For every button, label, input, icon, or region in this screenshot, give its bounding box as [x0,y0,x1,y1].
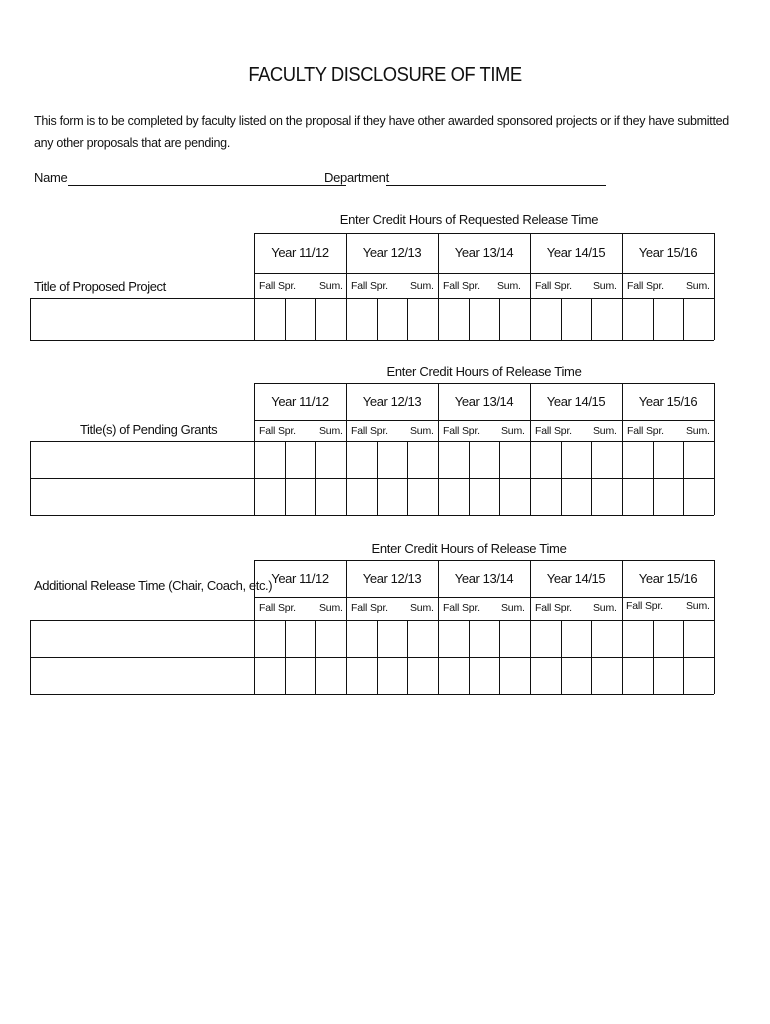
term-summer: Sum. [410,425,434,437]
term-summer: Sum. [686,280,710,292]
year-header: Year 15/16 [638,571,698,586]
year-header: Year 15/16 [638,245,698,260]
term-fall: Fall [626,600,643,612]
department-label: Department [324,170,389,185]
term-fall: Fall [627,425,644,437]
entry-row[interactable] [30,298,714,340]
year-header: Year 12/13 [362,394,422,409]
term-summer: Sum. [686,600,710,612]
term-fall: Fall [443,280,460,292]
section-row-title: Additional Release Time (Chair, Coach, etc.) [34,578,273,593]
term-fall: Fall [259,425,276,437]
term-summer: Sum. [593,602,617,614]
entry-row[interactable] [30,657,714,694]
term-summer: Sum. [319,425,343,437]
term-summer: Sum. [501,425,525,437]
term-spring: Spr. [370,425,388,437]
year-header: Year 11/12 [271,571,329,586]
term-spring: Spr. [370,602,388,614]
entry-row[interactable] [30,478,714,515]
term-spring: Spr. [554,280,572,292]
term-spring: Spr. [645,600,663,612]
entry-row[interactable] [30,441,714,478]
term-spring: Spr. [646,425,664,437]
term-fall: Fall [535,280,552,292]
term-spring: Spr. [554,602,572,614]
term-summer: Sum. [686,425,710,437]
term-fall: Fall [443,425,460,437]
term-fall: Fall [443,602,460,614]
name-field[interactable] [68,185,346,186]
year-header: Year 13/14 [454,394,514,409]
term-summer: Sum. [410,280,434,292]
term-summer: Sum. [319,602,343,614]
term-summer: Sum. [501,602,525,614]
section-row-title: Title(s) of Pending Grants [80,422,218,437]
term-spring: Spr. [462,425,480,437]
term-summer: Sum. [410,602,434,614]
year-header: Year 11/12 [271,394,329,409]
term-fall: Fall [535,602,552,614]
year-header: Year 14/15 [546,394,606,409]
entry-row[interactable] [30,620,714,657]
section-caption: Enter Credit Hours of Release Time [371,541,567,556]
term-spring: Spr. [646,280,664,292]
term-summer: Sum. [593,280,617,292]
term-summer: Sum. [497,280,521,292]
term-fall: Fall [259,602,276,614]
term-spring: Spr. [278,602,296,614]
year-header: Year 12/13 [362,245,422,260]
form-instructions: This form is to be completed by faculty listed on the proposal if they have other awarded sponsored projects or if they have submitted any other proposals that are pending. [34,114,729,150]
term-fall: Fall [351,280,368,292]
term-fall: Fall [351,425,368,437]
year-header: Year 12/13 [362,571,422,586]
section-caption: Enter Credit Hours of Release Time [386,364,582,379]
term-spring: Spr. [278,280,296,292]
year-header: Year 11/12 [271,245,329,260]
term-summer: Sum. [319,280,343,292]
section-caption: Enter Credit Hours of Requested Release Time [339,212,599,227]
term-spring: Spr. [462,602,480,614]
form-title: FACULTY DISCLOSURE OF TIME [248,64,522,86]
term-summer: Sum. [593,425,617,437]
term-fall: Fall [351,602,368,614]
term-fall: Fall [627,280,644,292]
term-fall: Fall [259,280,276,292]
year-header: Year 13/14 [454,571,514,586]
term-spring: Spr. [370,280,388,292]
term-spring: Spr. [554,425,572,437]
year-header: Year 14/15 [546,571,606,586]
department-field[interactable] [386,185,606,186]
section-row-title: Title of Proposed Project [34,279,166,294]
year-header: Year 13/14 [454,245,514,260]
year-header: Year 15/16 [638,394,698,409]
term-spring: Spr. [462,280,480,292]
name-label: Name [34,170,68,185]
year-header: Year 14/15 [546,245,606,260]
term-fall: Fall [535,425,552,437]
term-spring: Spr. [278,425,296,437]
